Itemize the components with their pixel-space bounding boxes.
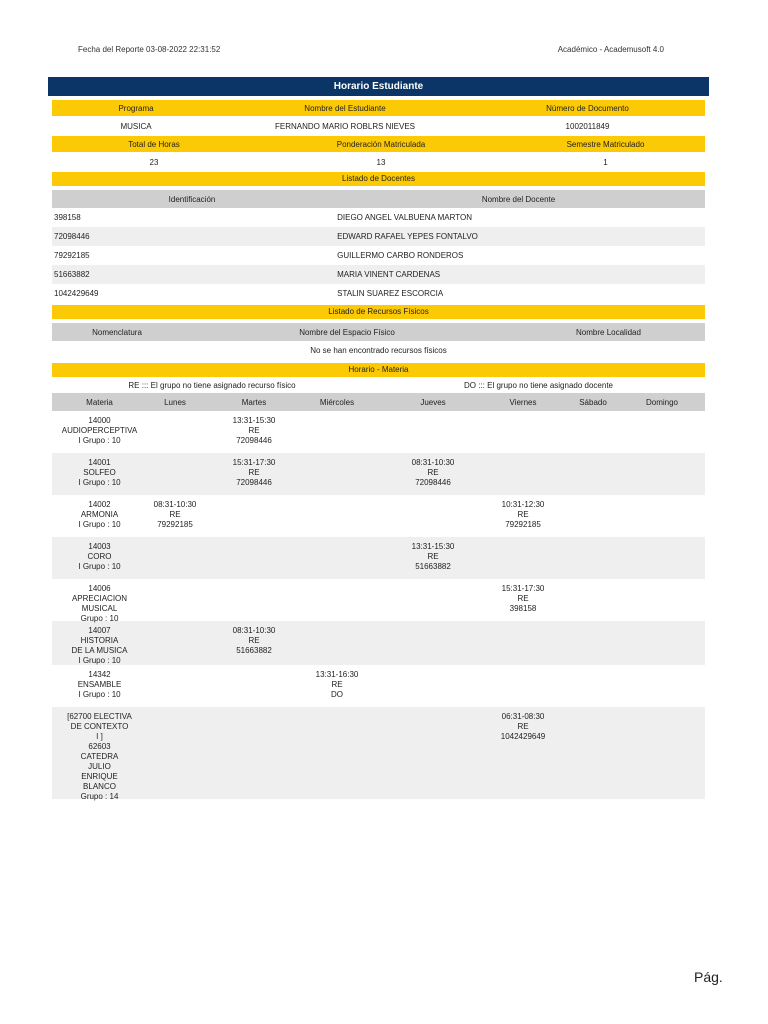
cell-line: RE: [248, 636, 260, 645]
cell-line: 08:31-10:30: [232, 626, 276, 635]
cell-line: RE: [517, 594, 529, 603]
saturday-cell: [549, 670, 637, 707]
schedule-legend: [52, 377, 705, 393]
legend-do: DO ::: El grupo no tiene asignado docente: [464, 380, 613, 390]
cell-line: DE CONTEXTO: [70, 722, 129, 731]
cell-line: I Grupo : 10: [78, 520, 121, 529]
semester-header: Semestre Matriculado: [566, 139, 645, 149]
student-values-row: [52, 116, 705, 136]
friday-cell: [497, 416, 549, 453]
sunday-cell: [637, 458, 687, 495]
schedule-header-row: [52, 393, 705, 411]
sunday-cell: [637, 712, 687, 799]
teacher-row: [52, 227, 705, 246]
cell-line: 1042429649: [500, 732, 546, 741]
sunday-cell: [637, 542, 687, 579]
saturday-cell: [549, 626, 637, 665]
saturday-header: Sábado: [579, 397, 607, 407]
cell-line: RE: [248, 468, 260, 477]
thursday-cell: [369, 542, 497, 579]
cell-line: 51663882: [236, 646, 272, 655]
thursday-cell: [369, 712, 497, 799]
teacher-id: 51663882: [54, 270, 90, 279]
wednesday-cell: [305, 626, 369, 665]
thursday-header: Jueves: [420, 397, 446, 407]
teacher-id: 1042429649: [54, 289, 99, 298]
tuesday-header: Martes: [241, 397, 267, 407]
thursday-cell: [369, 584, 497, 621]
subject-cell: [52, 416, 147, 453]
cell-line: 14001: [88, 458, 111, 467]
cell-line: I Grupo : 10: [78, 656, 121, 665]
hours-values-row: [52, 152, 705, 172]
cell-line: SOLFEO: [83, 468, 116, 477]
weighting-header: Ponderación Matriculada: [336, 139, 426, 149]
saturday-cell: [549, 712, 637, 799]
friday-header: Viernes: [509, 397, 537, 407]
schedule-row: [52, 537, 705, 579]
tuesday-cell: [203, 542, 305, 579]
legend-re: RE ::: El grupo no tiene asignado recurso físico: [128, 380, 296, 390]
cell-line: APRECIACION: [71, 594, 128, 603]
semester-value: 1: [603, 157, 608, 167]
student-name-value: FERNANDO MARIO ROBLRS NIEVES: [274, 121, 416, 131]
monday-cell: [147, 458, 203, 495]
resources-section-title: Listado de Recursos Físicos: [52, 305, 705, 319]
cell-line: 15:31-17:30: [501, 584, 545, 593]
subject-cell: [52, 626, 147, 665]
cell-line: 15:31-17:30: [232, 458, 276, 467]
cell-line: 08:31-10:30: [153, 500, 197, 509]
cell-line: RE: [517, 722, 529, 731]
cell-line: 398158: [509, 604, 537, 613]
wednesday-cell: [305, 670, 369, 707]
subject-header: Materia: [86, 397, 113, 407]
cell-line: RE: [427, 552, 439, 561]
monday-cell: [147, 584, 203, 621]
cell-line: ENRIQUE: [81, 772, 118, 781]
cell-line: Grupo : 14: [80, 792, 119, 801]
friday-cell: [497, 542, 549, 579]
cell-line: CORO: [87, 552, 112, 561]
schedule-row: [52, 665, 705, 707]
total-hours-value: 23: [149, 157, 159, 167]
monday-header: Lunes: [164, 397, 186, 407]
friday-cell: [497, 458, 549, 495]
monday-cell: [147, 626, 203, 665]
cell-line: 51663882: [415, 562, 451, 571]
cell-line: 72098446: [236, 436, 272, 445]
cell-line: [62700 ELECTIVA: [67, 712, 132, 721]
hours-header-row: [52, 136, 705, 152]
teacher-name: DIEGO ANGEL VALBUENA MARTON: [337, 213, 472, 222]
monday-cell: [147, 670, 203, 707]
cell-line: ARMONIA: [80, 510, 119, 519]
tuesday-cell: [203, 416, 305, 453]
cell-line: 79292185: [157, 520, 193, 529]
cell-line: DO: [331, 690, 343, 699]
wednesday-cell: [305, 542, 369, 579]
cell-line: 14006: [88, 584, 111, 593]
student-header-row: [52, 100, 705, 116]
sunday-cell: [637, 626, 687, 665]
no-resources-message: No se han encontrado recursos físicos: [310, 346, 447, 355]
thursday-cell: [369, 500, 497, 537]
teacher-name: MARIA VINENT CARDENAS: [337, 270, 441, 279]
schedule-row: [52, 453, 705, 495]
subject-cell: [52, 458, 147, 495]
cell-line: RE: [248, 426, 260, 435]
cell-line: RE: [169, 510, 181, 519]
teacher-row: [52, 246, 705, 265]
program-value: MUSICA: [120, 121, 152, 131]
teacher-id: 79292185: [54, 251, 90, 260]
teacher-row: [52, 265, 705, 284]
tuesday-cell: [203, 584, 305, 621]
schedule-section-title: Horario - Materia: [52, 363, 705, 377]
subject-cell: [52, 542, 147, 579]
schedule-row: [52, 411, 705, 453]
teacher-id: 398158: [54, 213, 81, 222]
cell-line: RE: [427, 468, 439, 477]
schedule-row: [52, 707, 705, 799]
sunday-cell: [637, 670, 687, 707]
thursday-cell: [369, 626, 497, 665]
cell-line: 06:31-08:30: [501, 712, 545, 721]
wednesday-header: Miércoles: [319, 397, 355, 407]
sunday-cell: [637, 500, 687, 537]
cell-line: Grupo : 10: [80, 614, 119, 623]
cell-line: I Grupo : 10: [78, 690, 121, 699]
wednesday-cell: [305, 500, 369, 537]
wednesday-cell: [305, 458, 369, 495]
cell-line: 13:31-16:30: [315, 670, 359, 679]
monday-cell: [147, 712, 203, 799]
student-name-header: Nombre del Estudiante: [304, 103, 386, 113]
resources-header-row: [52, 323, 705, 341]
cell-line: I Grupo : 10: [78, 478, 121, 487]
tuesday-cell: [203, 670, 305, 707]
friday-cell: [497, 712, 549, 799]
wednesday-cell: [305, 584, 369, 621]
subject-cell: [52, 584, 147, 621]
cell-line: 13:31-15:30: [232, 416, 276, 425]
teacher-name-header: Nombre del Docente: [481, 194, 556, 204]
cell-line: JULIO: [88, 762, 111, 771]
cell-line: ENSAMBLE: [77, 680, 122, 689]
cell-line: MUSICAL: [81, 604, 118, 613]
sunday-cell: [637, 416, 687, 453]
teacher-row: [52, 208, 705, 227]
cell-line: CATEDRA: [80, 752, 119, 761]
cell-line: 72098446: [415, 478, 451, 487]
program-header: Programa: [118, 103, 154, 113]
monday-cell: [147, 500, 203, 537]
friday-cell: [497, 500, 549, 537]
page-label: Pág.: [694, 969, 723, 985]
schedule-body: [48, 411, 709, 799]
saturday-cell: [549, 542, 637, 579]
cell-line: DE LA MUSICA: [71, 646, 128, 655]
wednesday-cell: [305, 416, 369, 453]
saturday-cell: [549, 458, 637, 495]
cell-line: 08:31-10:30: [411, 458, 455, 467]
cell-line: I Grupo : 10: [78, 436, 121, 445]
document-number-value: 1002011849: [565, 121, 610, 131]
cell-line: 14002: [88, 500, 111, 509]
tuesday-cell: [203, 712, 305, 799]
teacher-name: GUILLERMO CARBO RONDEROS: [337, 251, 464, 260]
cell-line: HISTORIA: [80, 636, 119, 645]
cell-line: AUDIOPERCEPTIVA: [61, 426, 138, 435]
schedule-row: [52, 579, 705, 621]
friday-cell: [497, 584, 549, 621]
sunday-cell: [637, 584, 687, 621]
monday-cell: [147, 542, 203, 579]
cell-line: I Grupo : 10: [78, 562, 121, 571]
teacher-name: EDWARD RAFAEL YEPES FONTALVO: [337, 232, 478, 241]
teachers-header-row: [52, 190, 705, 208]
tuesday-cell: [203, 626, 305, 665]
sunday-header: Domingo: [645, 397, 678, 407]
friday-cell: [497, 626, 549, 665]
report-title: Horario Estudiante: [48, 77, 709, 96]
cell-line: 14003: [88, 542, 111, 551]
teacher-id: 72098446: [54, 232, 90, 241]
cell-line: RE: [517, 510, 529, 519]
weighting-value: 13: [376, 157, 386, 167]
teachers-section-title: Listado de Docentes: [52, 172, 705, 186]
cell-line: 79292185: [505, 520, 541, 529]
teacher-id-header: Identificación: [168, 194, 216, 204]
thursday-cell: [369, 416, 497, 453]
subject-cell: [52, 500, 147, 537]
cell-line: 14342: [88, 670, 111, 679]
cell-line: 62603: [88, 742, 111, 751]
locality-header: Nombre Localidad: [576, 327, 641, 337]
thursday-cell: [369, 458, 497, 495]
report-date: Fecha del Reporte 03-08-2022 22:31:52: [78, 45, 221, 54]
cell-line: RE: [331, 680, 343, 689]
monday-cell: [147, 416, 203, 453]
total-hours-header: Total de Horas: [128, 139, 180, 149]
teacher-row: [52, 284, 705, 303]
teacher-name: STALIN SUAREZ ESCORCIA: [337, 289, 444, 298]
tuesday-cell: [203, 458, 305, 495]
saturday-cell: [549, 416, 637, 453]
friday-cell: [497, 670, 549, 707]
system-name: Académico - Academusoft 4.0: [557, 45, 664, 54]
document-number-header: Número de Documento: [546, 103, 629, 113]
subject-cell: [52, 670, 147, 707]
cell-line: BLANCO: [83, 782, 116, 791]
cell-line: 72098446: [236, 478, 272, 487]
space-name-header: Nombre del Espacio Físico: [299, 327, 395, 337]
cell-line: 14007: [88, 626, 111, 635]
nomenclature-header: Nomenclatura: [92, 327, 142, 337]
cell-line: 10:31-12:30: [501, 500, 545, 509]
cell-line: 13:31-15:30: [411, 542, 455, 551]
saturday-cell: [549, 584, 637, 621]
wednesday-cell: [305, 712, 369, 799]
saturday-cell: [549, 500, 637, 537]
tuesday-cell: [203, 500, 305, 537]
subject-cell: [52, 712, 147, 799]
student-schedule-report: [48, 77, 709, 799]
cell-line: I ]: [96, 732, 103, 741]
schedule-row: [52, 621, 705, 665]
cell-line: 14000: [88, 416, 111, 425]
schedule-row: [52, 495, 705, 537]
thursday-cell: [369, 670, 497, 707]
